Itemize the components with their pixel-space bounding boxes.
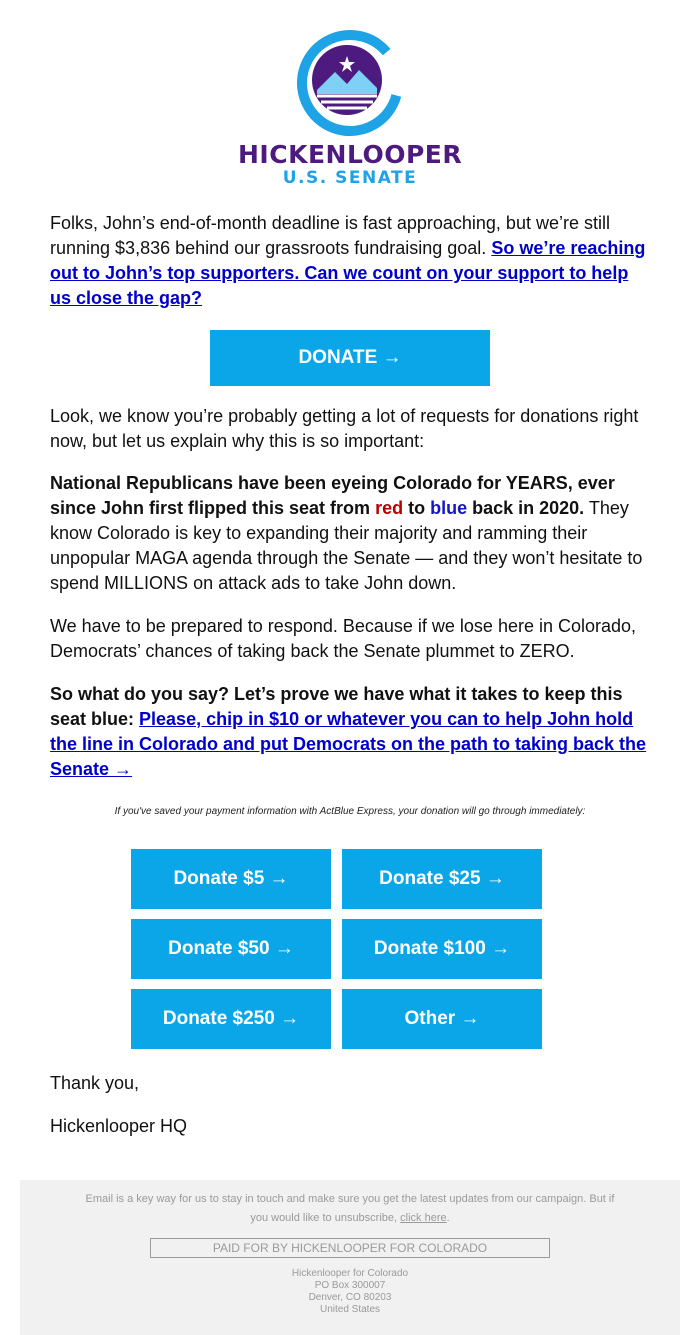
actblue-express-note: If you've saved your payment information with ActBlue Express, your donation will go through immediately: [114,806,586,817]
email-footer [20,1180,680,1335]
footer-address [20,1268,680,1316]
donate-100-button[interactable]: Donate $100 → [342,919,542,979]
footer-note-text: Email is a key way for us to stay in touch and make sure you get the latest updates from our campaign. But if you would like to unsubscribe, [85,1193,615,1224]
intro-donate-link[interactable]: So we’re reaching out to John’s top supporters. Can we count on your support to help us close the gap? [50,238,646,308]
donate-50-button[interactable]: Donate $50 → [131,919,331,979]
donate-250-button[interactable]: Donate $250 → [131,989,331,1049]
paid-for-box: PAID FOR BY HICKENLOOPER FOR COLORADO [150,1238,550,1258]
campaign-logo [238,28,462,188]
paragraph-3 [50,471,650,596]
para3-to: to [403,498,431,518]
intro-text: Folks, John’s end-of-month deadline is fast approaching, but we’re still running $3,836 behind our grassroots fundraising goal. [50,213,610,258]
logo-name: HICKENLOOPER [238,140,463,169]
unsubscribe-link[interactable]: click here [400,1212,447,1224]
chip-in-link[interactable]: Please, chip in $10 or whatever you can to help John hold the line in Colorado and put Democrats on the path to taking back the Senate → [50,709,647,779]
footer-note-end: . [446,1212,450,1224]
closing-thanks: Thank you, [50,1073,140,1093]
logo-subtitle: U.S. SENATE [282,168,418,188]
blue-word: blue [430,498,468,518]
paragraph-2 [50,404,650,454]
red-word: red [375,498,404,518]
footer-note [80,1190,620,1228]
address-line: PO Box 300007 [314,1280,386,1291]
address-line: United States [319,1304,381,1315]
para3-bold-a: National Republicans have been eyeing Colorado for YEARS, ever since John first flipped this seat from [50,473,615,518]
donate-5-button[interactable]: Donate $5 → [131,849,331,909]
paragraph-5 [50,682,650,782]
intro-paragraph [50,211,650,311]
paragraph-4 [50,614,650,664]
donate-other-button[interactable]: Other → [342,989,542,1049]
paragraph-4-text: We have to be prepared to respond. Because if we lose here in Colorado, Democrats’ chances of taking back the Senate plummet to ZERO. [50,616,637,661]
address-line: Hickenlooper for Colorado [291,1268,409,1279]
logo-emblem-icon [295,28,405,138]
address-line: Denver, CO 80203 [308,1292,392,1303]
donate-25-button[interactable]: Donate $25 → [342,849,542,909]
para3-rest: They know Colorado is key to expanding their majority and ramming their unpopular MAGA agenda through the Senate — and they won’t hesitate to spend MILLIONS on attack ads to take John down. [50,498,643,593]
donate-main-button[interactable]: DONATE → [210,330,490,386]
para3-bold-b: back in 2020. [467,498,585,518]
para5-bold: So what do you say? Let’s prove we have what it takes to keep this seat blue: [50,684,623,729]
closing-signature: Hickenlooper HQ [50,1116,188,1136]
paragraph-2-text: Look, we know you’re probably getting a lot of requests for donations right now, but let us explain why this is so important: [50,406,639,451]
